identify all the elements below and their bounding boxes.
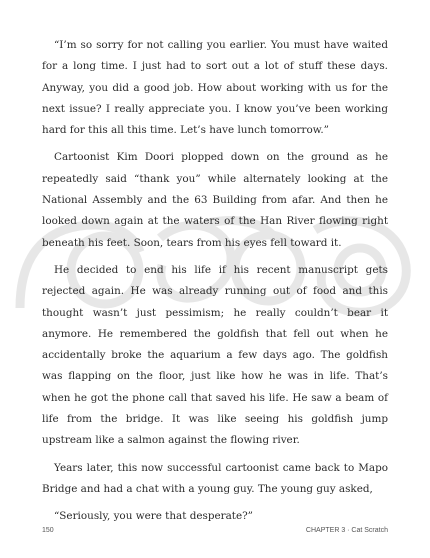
paragraph-5: “Seriously, you were that desperate?” [54,510,253,523]
page-number: 150 [42,527,54,534]
paragraph-3: He decided to end his life if his recent manuscript gets rejected again. He was already running out of food and this thought wasn’t just pessimism; he really couldn’t bear it anymore. He remembered the goldfish that fell out when he accidentally broke the aquarium a few days ago. The goldfish was flapping on the floor, just like how he was in life. That’s when he got the phone call that saved his life. He saw a beam of life from the bridge. It was like seeing his goldfish jump upstream like a salmon against the flowing river. [42,263,388,447]
paragraph-4: Years later, this now successful cartoonist came back to Mapo Bridge and had a chat with a young guy. The young guy asked, [42,461,388,495]
paragraph-2: Cartoonist Kim Doori plopped down on the ground as he repeatedly said “thank you” while alternately looking at the National Assembly and the 63 Building from afar. And then he looked down again at the waters of the Han River flowing right beneath his feet. Soon, tears from his eyes fell toward it. [42,151,388,249]
running-chapter-title: CHAPTER 3 · Cat Scratch [305,527,388,534]
paragraph-1: “I’m so sorry for not calling you earlier. You must have waited for a long time. I just had to sort out a lot of stuff these days. Anyway, you did a good job. How about working with us for the next issue? I really appreciate you. I know you’ve been working hard for this all this time. Let’s have lunch tomorrow.” [42,39,388,137]
chapter-body [42,35,388,534]
